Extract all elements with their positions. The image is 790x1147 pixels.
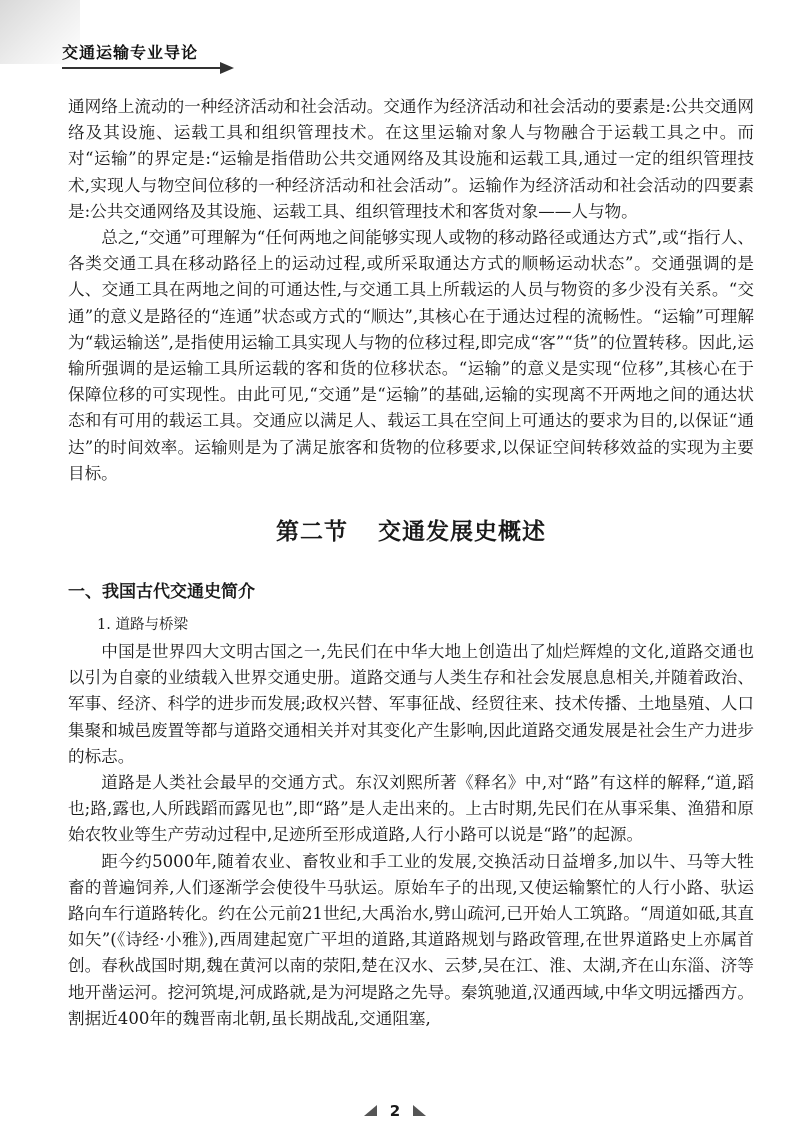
body-paragraph: 中国是世界四大文明古国之一,先民们在中华大地上创造出了灿烂辉煌的文化,道路交通也以引为自豪的业绩载入世界交通史册。道路交通与人类生存和社会发展息息相关,并随着政治、军事、经济、科学的进步而发展;政权兴替、军事征战、经贸往来、技术传播、土地垦殖、人口集聚和城邑废置等都与道路交通相关并对其变化产生影响,因此道路交通发展是社会生产力进步的标志。 [68, 642, 754, 766]
subsection-heading: 一、我国古代交通史简介 [68, 582, 255, 603]
body-paragraph: 道路是人类社会最早的交通方式。东汉刘熙所著《释名》中,对“路”有这样的解释,“道,蹈也;路,露也,人所践蹈而露见也”,即“路”是人走出来的。上古时期,先民们在从事采集、渔猎和原始农牧业等生产劳动过程中,足迹所至形成道路,人行小路可以说是“路”的起源。 [68, 773, 754, 845]
body-paragraph: 距今约5000年,随着农业、畜牧业和手工业的发展,交换活动日益增多,加以牛、马等大牲畜的普遍饲养,人们逐渐学会使役牛马驮运。原始车子的出现,又使运输繁忙的人行小路、驮运路向车行道路转化。约在公元前21世纪,大禹治水,劈山疏河,已开始人工筑路。“周道如砥,其直如矢”(《诗经·小雅》),西周建起宽广平坦的道路,其道路规划与路政管理,在世界道路史上亦属首创。春秋战国时期,魏在黄河以南的荥阳,楚在汉水、云梦,吴在江、淮、太湖,齐在山东淄、济等地开凿运河。挖河筑堤,河成路就,是为河堤路之先导。秦筑驰道,汉通西域,中华文明远播西方。割据近400年的魏晋南北朝,虽长期战乱,交通阻塞, [68, 851, 754, 1028]
footer-triangle-left-icon [364, 1105, 377, 1116]
page-body [68, 94, 754, 1032]
body-paragraph: 总之,“交通”可理解为“任何两地之间能够实现人或物的移动路径或通达方式”,或“指行人、各类交通工具在移动路径上的运动过程,或所采取通达方式的顺畅运动状态”。交通强调的是人、交通工具在两地之间的可通达性,与交通工具上所载运的人员与物资的多少没有关系。“交通”的意义是路径的“连通”状态或方式的“顺达”,其核心在于通达过程的流畅性。“运输”可理解为“载运输送”,是指使用运输工具实现人与物的位移过程,即完成“客”“货”的位置转移。因此,运输所强调的是运输工具所运载的客和货的位移状态。“运输”的意义是实现“位移”,其核心在于保障位移的可实现性。由此可见,“交通”是“运输”的基础,运输的实现离不开两地之间的通达状态和有可用的载运工具。交通应以满足人、载运工具在空间上可通达的要求为目的,以保证“通达”的时间效率。运输则是为了满足旅客和货物的位移要求,以保证空间转移效益的实现为主要目标。 [68, 228, 754, 483]
header-arrow-icon [220, 62, 234, 74]
body-paragraph: 通网络上流动的一种经济活动和社会活动。交通作为经济活动和社会活动的要素是:公共交通网络及其设施、运载工具和组织管理技术。在这里运输对象人与物融合于运载工具之中。而对“运输”的界定是:“运输是指借助公共交通网络及其设施和运载工具,通过一定的组织管理技术,实现人与物空间位移的一种经济活动和社会活动”。运输作为经济活动和社会活动的四要素是:公共交通网络及其设施、运载工具、组织管理技术和客货对象——人与物。 [68, 97, 754, 221]
section-number: 第二节 [276, 519, 348, 546]
page-footer [0, 1100, 790, 1130]
header-rule [62, 67, 222, 69]
subsubsection-heading: 1. 道路与桥梁 [97, 617, 188, 634]
page-header [0, 0, 790, 80]
section-heading [68, 515, 754, 549]
running-header-title: 交通运输专业导论 [62, 43, 199, 62]
page-number: 2 [389, 1101, 401, 1120]
section-title: 交通发展史概述 [378, 519, 546, 546]
footer-triangle-right-icon [413, 1105, 426, 1116]
